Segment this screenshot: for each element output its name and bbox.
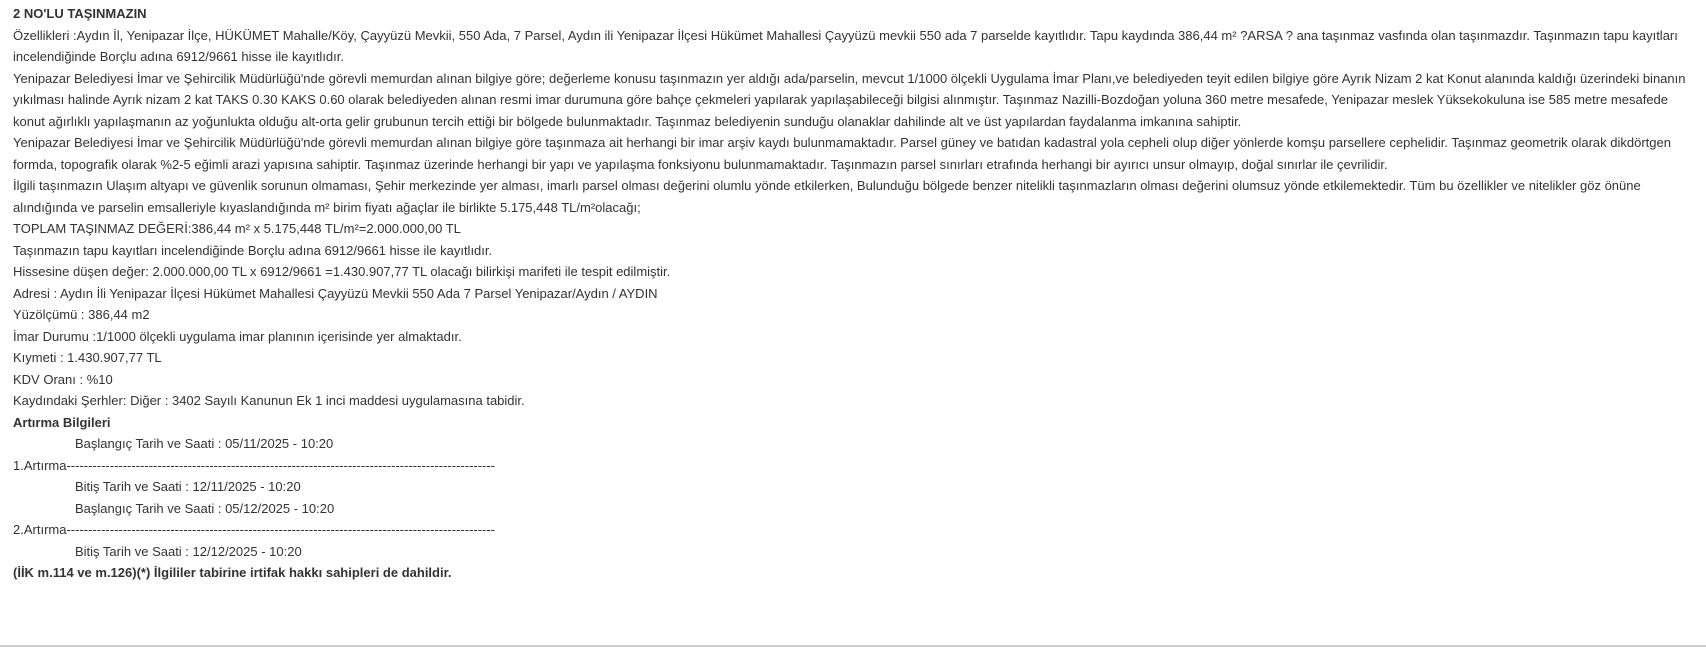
auction-info-title: Artırma Bilgileri: [13, 414, 111, 430]
legal-footnote: (İİK m.114 ve m.126)(*) İlgililer tabirine irtifak hakkı sahipleri de dahildir.: [13, 565, 452, 580]
zoning-paragraph: Yenipazar Belediyesi İmar ve Şehircilik Müdürlüğü'nde görevli memurdan alınan bilgiye göre; değerleme konusu taşınmazın yer aldığı ada/parselin, mevcut 1/1000 ölçekli Uygulama İmar Planı,ve belediyeden teyit edilen bilgiye göre Ayrık Nizam 2 kat Konut alanında kaldığı üzerindeki binanın yıkılması halinde Ayrık nizam 2 kat TAKS 0.30 KAKS 0.60 olarak belediyeden alınan resmi imar durumuna göre bahçe çekmeleri yapılarak yapılaşabileceği bilgisi alınmıştır. Taşınmaz Nazilli-Bozdoğan yoluna 360 metre mesafede, Yenipazar meslek Yüksekokuluna ise 585 metre mesafede konut ağırlıklı yapılaşmanın az yoğunlukta olduğu alt-orta gelir grubunun tercih ettiği bir bölgede bulunmaktadır. Taşınmaz belediyenin sunduğu olanaklar dahilinde alt ve üst yapılardan faydalanma imkanına sahiptir.: [13, 70, 1690, 129]
auction-1-end: Bitiş Tarih ve Saati : 12/11/2025 - 10:20: [75, 479, 301, 494]
area: Yüzölçümü : 386,44 m2: [13, 307, 150, 322]
zoning-status: İmar Durumu :1/1000 ölçekli uygulama imar planının içerisinde yer almaktadır.: [13, 328, 462, 344]
auction-2-label: 2.Artırma---------------------------------------------------------------------------------------------------: [13, 522, 496, 537]
address: Adresi : Aydın İli Yenipazar İlçesi Hükümet Mahallesi Çayyüzü Mevkii 550 Ada 7 Parsel Yenipazar/Aydın / AYDIN: [13, 285, 658, 301]
auction-2-end: Bitiş Tarih ve Saati : 12/12/2025 - 10:20: [75, 543, 302, 559]
share-value: Hissesine düşen değer: 2.000.000,00 TL x 6912/9661 =1.430.907,77 TL olacağı bilirkişi marifeti ile tespit edilmiştir.: [13, 264, 671, 279]
site-description-paragraph: Yenipazar Belediyesi İmar ve Şehircilik Müdürlüğü'nde görevli memurdan alınan bilgiye göre taşınmaza ait herhangi bir imar arşiv kaydı bulunmamaktadır. Parsel güney ve batıdan kadastral yola cepheli olup diğer yönlerde komşu parsellere cephelidir. Taşınmaz geometrik olarak dikdörtgen formda, topografik olarak %2-5 eğimli arazi yapısına sahiptir. Taşınmaz üzerinde herhangi bir yapı ve yapılaşma fonksiyonu bulunmamaktadır. Taşınmazın parsel sınırları etrafında herhangi bir ayırıcı unsur olmayıp, doğal sınırlar ile çevrilidir.: [13, 135, 1675, 172]
total-value: TOPLAM TAŞINMAZ DEĞERİ:386,44 m² x 5.175,448 TL/m²=2.000.000,00 TL: [13, 221, 461, 236]
property-listing: [13, 3, 1703, 584]
vat-rate: KDV Oranı : %10: [13, 371, 113, 387]
auction-1-start: Başlangıç Tarih ve Saati : 05/11/2025 - 10:20: [75, 436, 334, 451]
auction-1-label: 1.Artırma---------------------------------------------------------------------------------------------------: [13, 457, 496, 473]
section-divider: [0, 645, 1706, 647]
valuation-paragraph: İlgili taşınmazın Ulaşım altyapı ve güvenlik sorunun olmaması, Şehir merkezinde yer alması, imarlı parsel olması değerini olumlu yönde etkilerken, Bulunduğu bölgede benzer nitelikli taşınmazların olması değerini olumsuz yönde etkilemektedir. Tüm bu özellikler ve nitelikler göz önüne alındığında ve parselin emsalleriyle kıyaslandığında m² birim fiyatı ağaçlar ile birlikte 5.175,448 TL/m²olacağı;: [13, 178, 1645, 215]
annotations: Kaydındaki Şerhler: Diğer : 3402 Sayılı Kanunun Ek 1 inci maddesi uygulamasına tabidir.: [13, 393, 525, 408]
appraised-value: Kıymeti : 1.430.907,77 TL: [13, 350, 162, 365]
property-heading: 2 NO'LU TAŞINMAZIN: [13, 6, 147, 21]
features-paragraph: Özellikleri :Aydın İl, Yenipazar İlçe, HÜKÜMET Mahalle/Köy, Çayyüzü Mevkii, 550 Ada, 7 Parsel, Aydın ili Yenipazar İlçesi Hükümet Mahallesi Çayyüzü mevkii 550 ada 7 parselde kayıtlıdır. Tapu kaydında 386,44 m² ?ARSA ? ana taşınmaz vasfında olan taşınmazdır. Taşınmazın tapu kayıtları incelendiğinde Borçlu adına 6912/9661 hisse ile kayıtlıdır.: [13, 27, 1682, 64]
auction-2-start: Başlangıç Tarih ve Saati : 05/12/2025 - 10:20: [75, 500, 335, 516]
ownership-share: Taşınmazın tapu kayıtları incelendiğinde Borçlu adına 6912/9661 hisse ile kayıtlıdır.: [13, 242, 493, 258]
